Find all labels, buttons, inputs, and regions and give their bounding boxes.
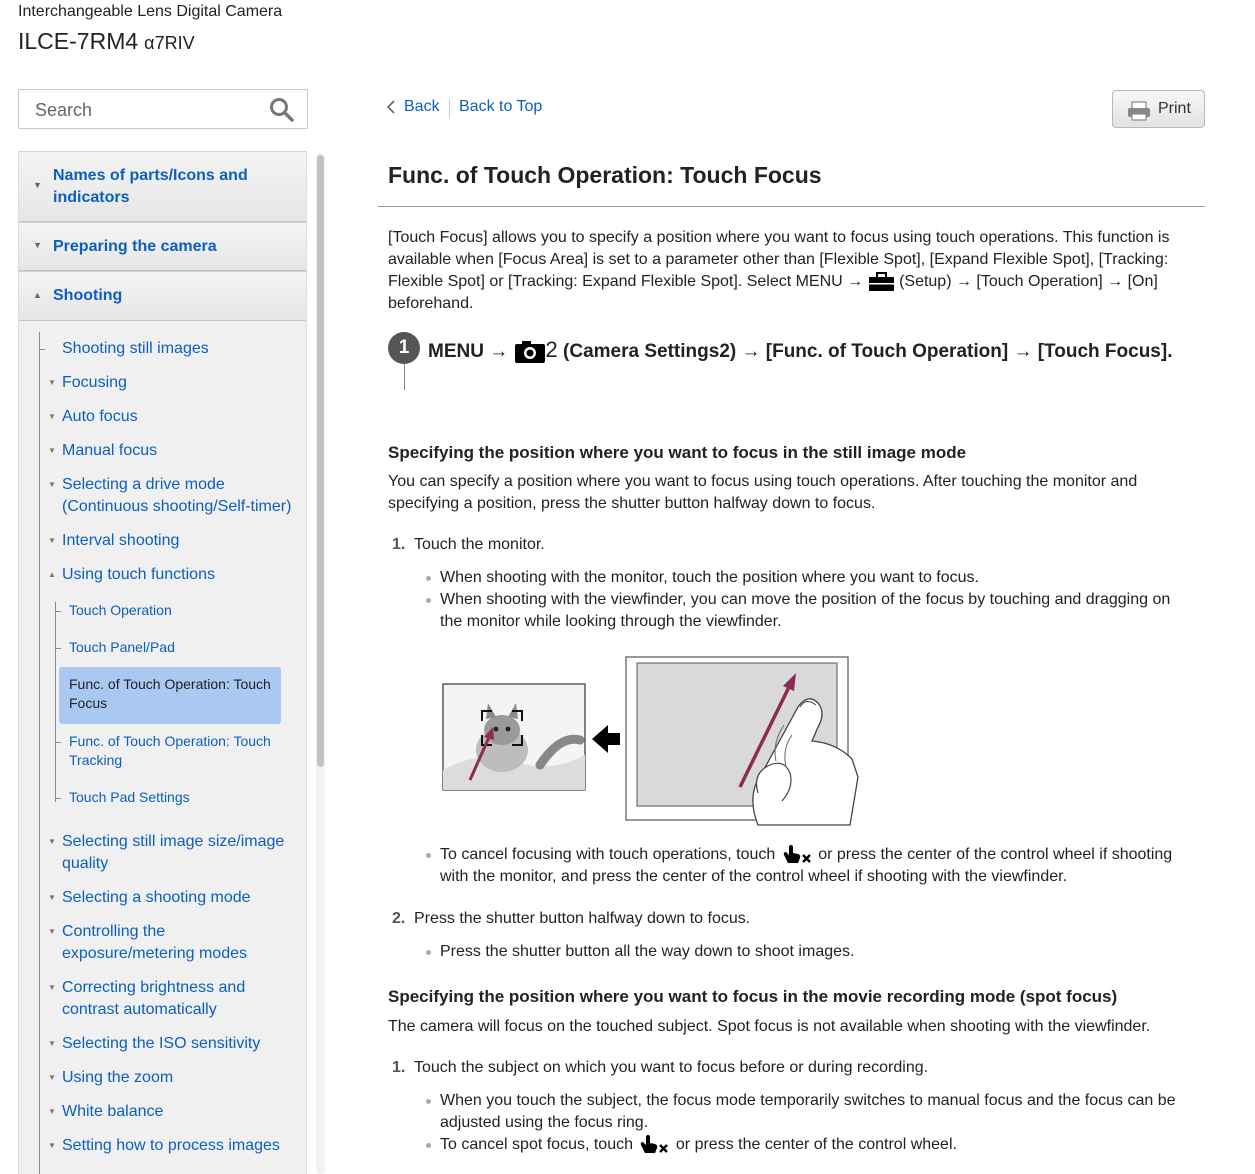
collapse-triangle-icon: ▼ [33, 180, 42, 190]
step-1-touch-monitor [392, 536, 545, 554]
sidebar-item-label: Selecting still image size/image quality [62, 833, 285, 872]
expand-triangle-icon: ▲ [33, 290, 42, 300]
print-label: Print [1158, 100, 1191, 117]
heading-still-image-mode: Specifying the position where you want to focus in the still image mode [388, 443, 967, 462]
sidebar-scrollbar[interactable] [316, 153, 325, 1174]
step-2-shutter-halfway [392, 910, 750, 928]
bullet-cancel-focus [440, 844, 1190, 888]
sidebar-item-label: Using the zoom [62, 1069, 174, 1086]
bullet-viewfinder [440, 589, 1190, 633]
bullet-shutter-full [440, 941, 1190, 963]
tree-line-nested [55, 602, 56, 802]
bullet-manual-focus [440, 1090, 1190, 1134]
bullet-text-a: To cancel spot focus, touch [440, 1136, 633, 1153]
sidebar-subitem-label: Touch Pad Settings [69, 789, 190, 805]
list-number: 1. [392, 536, 406, 553]
intro-text-b: (Setup) → [Touch Operation] → [On] beforehand. [388, 273, 1158, 312]
sidebar-item-label: White balance [62, 1103, 164, 1120]
step-1-touch-subject [392, 1059, 928, 1077]
nav-divider [449, 99, 450, 119]
tree-tick [55, 742, 61, 743]
touch-cancel-icon [780, 845, 814, 865]
bullet-text: When you touch the subject, the focus mode temporarily switches to manual focus and the focus can be adjusted using the focus ring. [440, 1092, 1176, 1131]
bullet-monitor [440, 567, 1190, 589]
sidebar-section-label: Preparing the camera [53, 238, 217, 255]
search-icon[interactable] [269, 97, 295, 123]
collapse-triangle-icon: ▼ [48, 446, 56, 455]
collapse-triangle-icon: ▼ [48, 1107, 56, 1116]
collapse-triangle-icon: ▼ [48, 893, 56, 902]
intro-text-a: [Touch Focus] allows you to specify a position where you want to focus using touch operations. This function is available when [Focus Area] is set to a parameter other than [Flexible Spot], [Expand Flexible Spot], [Tracking: Flexible Spot] or [Tracking: Expand Flexible Spot]. Select MENU → [388, 229, 1170, 290]
step-text: Touch the monitor. [414, 536, 545, 553]
sidebar-section-preparing[interactable] [19, 222, 306, 271]
tree-line [39, 332, 40, 1174]
expand-triangle-icon: ▲ [48, 570, 56, 579]
sidebar-item-label: Selecting a drive mode (Continuous shooting/Self-timer) [62, 476, 292, 515]
bullet-text: Press the shutter button all the way down to shoot images. [440, 943, 855, 960]
step-instruction [428, 336, 1188, 365]
bullet-dot [426, 576, 431, 581]
tree-tick [55, 648, 61, 649]
sidebar-item-label: Focusing [62, 374, 127, 391]
printer-icon [1127, 101, 1151, 121]
sidebar-subitem-label: Func. of Touch Operation: Touch Focus [69, 676, 271, 711]
collapse-triangle-icon: ▼ [48, 1141, 56, 1150]
arrow-left-icon [592, 725, 620, 753]
collapse-triangle-icon: ▼ [48, 480, 56, 489]
sidebar-section-label: Shooting [53, 287, 123, 304]
bullet-dot [426, 853, 431, 858]
bullet-text-a: To cancel focusing with touch operations, touch [440, 846, 776, 863]
list-number: 1. [392, 1059, 406, 1076]
toolbox-icon [868, 272, 895, 292]
back-to-top-link[interactable]: Back to Top [459, 98, 543, 115]
step-text-a: MENU → [428, 341, 509, 362]
sidebar-item-label: Interval shooting [62, 532, 180, 549]
sidebar-subitem-label: Func. of Touch Operation: Touch Tracking [69, 733, 271, 768]
step-connector-line [404, 364, 405, 390]
bullet-dot [426, 598, 431, 603]
collapse-triangle-icon: ▼ [48, 536, 56, 545]
step-text: Press the shutter button halfway down to focus. [414, 910, 751, 927]
model-code: ILCE-7RM4 [18, 28, 139, 54]
sidebar-item-label: Selecting a shooting mode [62, 889, 251, 906]
sidebar-item-label: Auto focus [62, 408, 138, 425]
bullet-text: When shooting with the viewfinder, you can move the position of the focus by touching and dragging on the monitor while looking through the viewfinder. [440, 591, 1171, 630]
sidebar-item-label: Using touch functions [62, 566, 215, 583]
sidebar-item-label: Shooting still images [62, 340, 209, 357]
sidebar-section-shooting[interactable] [19, 271, 306, 321]
bullet-cancel-spot-focus [440, 1134, 1190, 1156]
bullet-text-b: or press the center of the control wheel. [675, 1136, 957, 1153]
touch-focus-illustration [440, 655, 860, 830]
collapse-triangle-icon: ▼ [48, 927, 56, 936]
step-text-b: (Camera Settings2) → [Func. of Touch Operation] → [Touch Focus]. [563, 341, 1173, 362]
step-text: Touch the subject on which you want to focus before or during recording. [414, 1059, 929, 1076]
movie-mode-paragraph: The camera will focus on the touched subject. Spot focus is not available when shooting with the viewfinder. [388, 1018, 1151, 1035]
intro-paragraph [388, 227, 1188, 315]
collapse-triangle-icon: ▼ [48, 1039, 56, 1048]
scrollbar-thumb[interactable] [317, 155, 324, 767]
collapse-triangle-icon: ▼ [48, 412, 56, 421]
camera-icon [514, 340, 546, 364]
back-link[interactable]: Back [404, 98, 440, 115]
sidebar-item-label: Correcting brightness and contrast automatically [62, 979, 246, 1018]
product-type: Interchangeable Lens Digital Camera [18, 3, 283, 20]
list-number: 2. [392, 910, 406, 927]
collapse-triangle-icon: ▼ [48, 1073, 56, 1082]
bullet-text: When shooting with the monitor, touch the position where you want to focus. [440, 569, 979, 586]
collapse-triangle-icon: ▼ [48, 378, 56, 387]
sidebar-item-label: Setting how to process images [62, 1137, 280, 1154]
sidebar-section-names-of-parts[interactable] [19, 151, 306, 222]
bullet-dot [426, 1143, 431, 1148]
collapse-triangle-icon: ▼ [33, 240, 42, 250]
sidebar-section-label: Names of parts/Icons and indicators [53, 167, 248, 206]
touch-cancel-icon [637, 1135, 671, 1155]
sidebar-item-label: Controlling the exposure/metering modes [62, 923, 247, 962]
title-divider [378, 206, 1205, 207]
heading-movie-mode: Specifying the position where you want to focus in the movie recording mode (spot focus) [388, 987, 1118, 1006]
sidebar-nav [18, 151, 307, 1174]
search-input[interactable] [35, 98, 265, 122]
tree-tick [39, 349, 45, 350]
collapse-triangle-icon: ▼ [48, 837, 56, 846]
step-number-badge: 1 [388, 332, 420, 364]
print-button[interactable] [1112, 90, 1205, 128]
search-box [18, 89, 308, 129]
model-alt-name: α7RIV [144, 33, 195, 53]
page-title: Func. of Touch Operation: Touch Focus [388, 162, 822, 188]
bullet-text-b: or press the center of the control wheel if shooting with the monitor, and press the center of the control wheel if shooting with the viewfinder. [440, 846, 1173, 885]
chevron-left-icon[interactable] [386, 99, 396, 115]
sidebar-subitem-label: Touch Panel/Pad [69, 639, 175, 655]
sidebar-subitem-label: Touch Operation [69, 602, 172, 618]
model-name [18, 28, 195, 55]
camera-settings-number: 2 [545, 337, 558, 362]
tree-tick [55, 798, 61, 799]
sidebar-item-label: Selecting the ISO sensitivity [62, 1035, 261, 1052]
bullet-dot [426, 1099, 431, 1104]
tree-tick [55, 611, 61, 612]
bullet-dot [426, 950, 431, 955]
sidebar-item-label: Manual focus [62, 442, 158, 459]
collapse-triangle-icon: ▼ [48, 983, 56, 992]
still-mode-paragraph: You can specify a position where you want to focus using touch operations. After touching the monitor and specifying a position, press the shutter button halfway down to focus. [388, 473, 1138, 512]
